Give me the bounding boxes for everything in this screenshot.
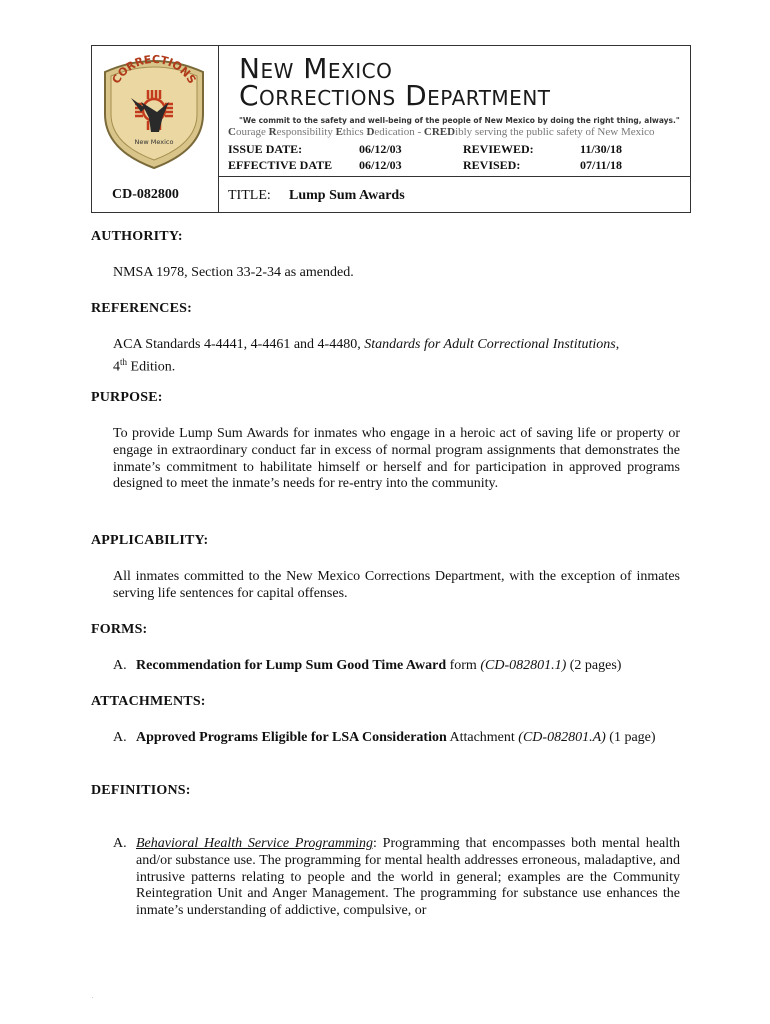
seal-state-text: New Mexico <box>134 138 174 146</box>
footer-mark: . <box>92 994 94 1000</box>
title-label: TITLE: <box>228 188 271 203</box>
header-divider-vertical <box>218 46 219 212</box>
header-divider-horizontal <box>218 176 690 177</box>
effective-date-value: 06/12/03 <box>359 158 402 172</box>
seal-arc-text: CORRECTIONS <box>109 52 199 87</box>
revised-date-value: 07/11/18 <box>580 158 623 172</box>
authority-text: NMSA 1978, Section 33-2-34 as amended. <box>113 265 354 280</box>
forms-heading: FORMS: <box>91 622 148 637</box>
department-motto: "We commit to the safety and well-being of the people of New Mexico by doing the right thing, always." <box>239 116 680 125</box>
attachments-heading: ATTACHMENTS: <box>91 694 206 709</box>
definitions-heading: DEFINITIONS: <box>91 783 191 798</box>
reviewed-label: REVIEWED: <box>463 142 534 156</box>
references-heading: REFERENCES: <box>91 301 192 316</box>
definitions-item: A. Behavioral Health Service Programming: Programming that encompasses both mental health and/or substance use. The programming for mental health addresses erroneous, maladaptive, and intrusive patterns relating to people and the world in general; examples are the Community Reintegration Unit and Anger Management. The programming for substance use enhances the inmate’s understanding of addictive, compulsive, or <box>113 836 680 919</box>
issue-date-value: 06/12/03 <box>359 142 402 156</box>
corrections-seal-logo <box>95 52 213 170</box>
references-text: ACA Standards 4-4441, 4-4461 and 4-4480, Standards for Adult Correctional Institutions, 4th Edition. <box>113 337 620 375</box>
revised-label: REVISED: <box>463 158 521 172</box>
authority-heading: AUTHORITY: <box>91 229 183 244</box>
department-name-line1: New Mexico <box>239 52 393 85</box>
purpose-heading: PURPOSE: <box>91 390 163 405</box>
department-name-line2: Corrections Department <box>239 79 551 112</box>
policy-title: Lump Sum Awards <box>289 188 405 203</box>
applicability-text: All inmates committed to the New Mexico Corrections Department, with the exception of inmates serving life sentences for capital offenses. <box>113 569 680 601</box>
policy-number: CD-082800 <box>112 187 179 202</box>
applicability-heading: APPLICABILITY: <box>91 533 209 548</box>
credo-line: Courage Responsibility Ethics Dedication - CREDibly serving the public safety of New Mexico <box>228 126 655 138</box>
purpose-text: To provide Lump Sum Awards for inmates who engage in a heroic act of saving life or property or engage in extraordinary conduct far in excess of normal program assignments that demonstrates the inmate’s commitment to habilitate himself or herself and for participation in approved programs designed to meet the inmate’s needs for re-entry into the community. <box>113 426 680 492</box>
reviewed-date-value: 11/30/18 <box>580 142 623 156</box>
policy-header <box>91 45 691 213</box>
forms-item: A. Recommendation for Lump Sum Good Time Award form (CD-082801.1) (2 pages) <box>113 658 622 673</box>
effective-date-label: EFFECTIVE DATE <box>228 158 333 172</box>
issue-date-label: ISSUE DATE: <box>228 142 303 156</box>
attachments-item: A. Approved Programs Eligible for LSA Consideration Attachment (CD-082801.A) (1 page) <box>113 730 656 745</box>
